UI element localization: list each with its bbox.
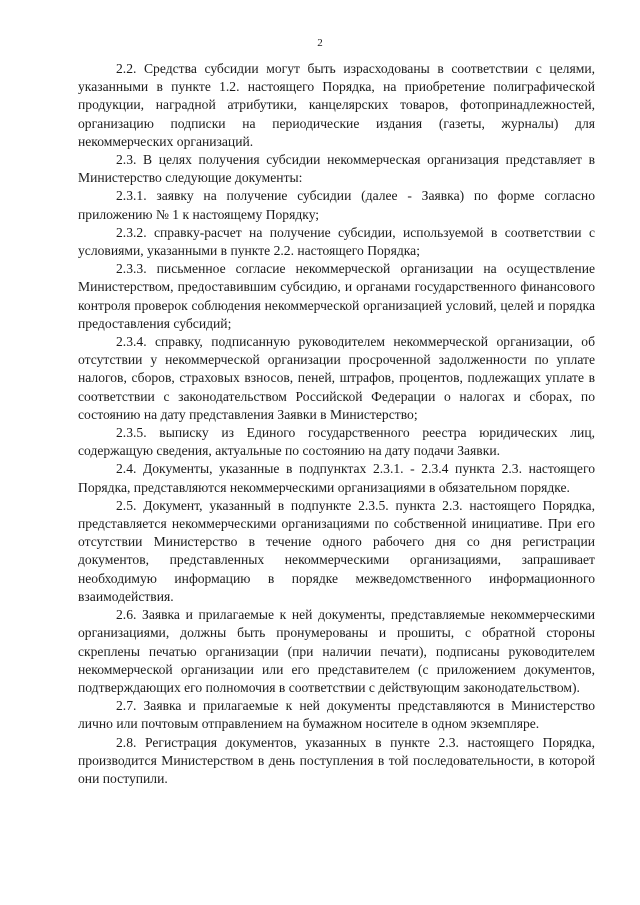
paragraph-2-3-4: 2.3.4. справку, подписанную руководителем некоммерческой организации, об отсутствии у некоммерческой организации просроченной задолженности по уплате налогов, сборов, страховых взносов, пеней, штрафов, процентов, подлежащих уплате в соответствии с законодательством Российской Федерации о налогах и сборах, по состоянию на дату представления Заявки в Министерство;: [78, 334, 595, 422]
page-number: 2: [317, 37, 323, 49]
paragraph-2-3-1: 2.3.1. заявку на получение субсидии (далее - Заявка) по форме согласно приложению № 1 к настоящему Порядку;: [78, 188, 595, 222]
paragraph-2-3-3: 2.3.3. письменное согласие некоммерческой организации на осуществление Министерством, предоставившим субсидию, и органами государственного финансового контроля проверок соблюдения некоммерческой организацией условий, целей и порядка предоставления субсидий;: [78, 261, 595, 331]
paragraph-2-7: 2.7. Заявка и прилагаемые к ней документы представляются в Министерство лично или почтовым отправлением на бумажном носителе в одном экземпляре.: [78, 698, 595, 732]
paragraph-2-8: 2.8. Регистрация документов, указанных в пункте 2.3. настоящего Порядка, производится Министерством в день поступления в той последовательности, в которой они поступили.: [78, 734, 595, 786]
paragraph-2-4: 2.4. Документы, указанные в подпунктах 2.3.1. - 2.3.4 пункта 2.3. настоящего Порядка, представляются некоммерческими организациями в обязательном порядке.: [78, 461, 595, 495]
paragraph-2-3-5: 2.3.5. выписку из Единого государственного реестра юридических лиц, содержащую сведения, актуальные по состоянию на дату подачи Заявки.: [78, 425, 595, 459]
paragraph-2-3-2: 2.3.2. справку-расчет на получение субсидии, используемой в соответствии с условиями, указанными в пункте 2.2. настоящего Порядка;: [78, 224, 595, 259]
document-body: [78, 60, 595, 788]
paragraph-2-3: 2.3. В целях получения субсидии некоммерческая организация представляет в Министерство следующие документы:: [78, 152, 595, 186]
paragraph-2-2: 2.2. Средства субсидии могут быть израсходованы в соответствии с целями, указанными в пункте 1.2. настоящего Порядка, на приобретение полиграфической продукции, наградной атрибутики, канцелярских товаров, фотопринадлежностей, организацию подписки на периодические издания (газеты, журналы) для некоммерческих организаций.: [78, 61, 595, 149]
paragraph-2-5: 2.5. Документ, указанный в подпункте 2.3.5. пункта 2.3. настоящего Порядка, представляется некоммерческими организациями по собственной инициативе. При его отсутствии Министерство в течение одного рабочего дня со дня регистрации документов, представленных некоммерческими организациями, запрашивает необходимую информацию в порядке межведомственного информационного взаимодействия.: [78, 497, 595, 604]
paragraph-2-6: 2.6. Заявка и прилагаемые к ней документы, представляемые некоммерческими организациями, должны быть пронумерованы и прошиты, с обратной стороны скреплены печатью организации (при наличии печати), подписаны руководителем некоммерческой организации или его представителем (с приложением документов, подтверждающих его полномочия в соответствии с действующим законодательством).: [78, 607, 595, 695]
